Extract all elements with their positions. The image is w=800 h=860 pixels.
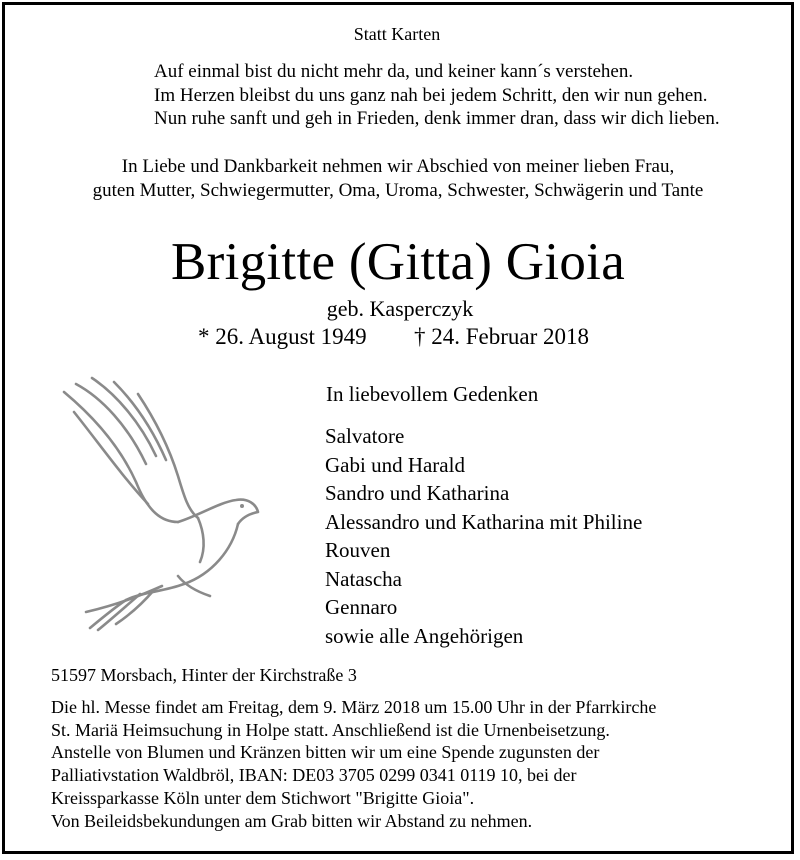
mourner-name: Alessandro und Katharina mit Philine: [325, 509, 643, 534]
poem-line: Nun ruhe sanft und geh in Frieden, denk immer dran, dass wir dich lieben.: [154, 108, 720, 129]
dove-icon: [58, 372, 268, 632]
mourner-name: Rouven: [325, 538, 391, 562]
mourner-name: sowie alle Angehörigen: [325, 623, 524, 648]
death-date: † 24. Februar 2018: [414, 324, 590, 349]
maiden-name: geb. Kasperczyk: [326, 296, 474, 321]
mourner-name: Gabi und Harald: [325, 452, 465, 477]
intro-text: [0, 155, 796, 203]
family-address: 51597 Morsbach, Hinter der Kirchstraße 3: [51, 665, 357, 685]
header-statt-karten: Statt Karten: [353, 24, 441, 44]
notes-line: St. Mariä Heimsuchung in Holpe statt. Anschließend ist die Urnenbeisetzung.: [51, 719, 610, 740]
birth-date: * 26. August 1949: [198, 324, 367, 349]
mourner-name: Gennaro: [325, 595, 398, 619]
notes-line: Palliativstation Waldbröl, IBAN: DE03 3705 0299 0341 0119 10, bei der: [51, 765, 577, 786]
notes-line: Kreissparkasse Köln unter dem Stichwort "Brigitte Gioia".: [51, 787, 475, 808]
intro-line: guten Mutter, Schwiegermutter, Oma, Uroma, Schwester, Schwägerin und Tante: [92, 180, 704, 201]
mourner-name: Natascha: [325, 566, 402, 591]
deceased-name: Brigitte (Gitta) Gioia: [170, 233, 626, 291]
service-notes: [51, 696, 656, 832]
notes-line: Von Beileidsbekundungen am Grab bitten wir Abstand zu nehmen.: [51, 810, 533, 831]
poem-line: Im Herzen bleibst du uns ganz nah bei jedem Schritt, den wir nun gehen.: [154, 84, 708, 106]
mourner-name: Salvatore: [325, 424, 405, 448]
poem-line: Auf einmal bist du nicht mehr da, und keiner kann´s verstehen.: [154, 61, 634, 82]
mourners-list: [325, 422, 642, 650]
poem: [154, 60, 720, 131]
notes-line: Anstelle von Blumen und Kränzen bitten wir um eine Spende zugunsten der: [51, 742, 600, 763]
notes-line: Die hl. Messe findet am Freitag, dem 9. März 2018 um 15.00 Uhr in der Pfarrkirche: [51, 697, 657, 717]
intro-line: In Liebe und Dankbarkeit nehmen wir Abschied von meiner lieben Frau,: [121, 156, 675, 177]
mourner-name: Sandro und Katharina: [325, 481, 510, 505]
mourners-heading: In liebevollem Gedenken: [326, 382, 539, 406]
